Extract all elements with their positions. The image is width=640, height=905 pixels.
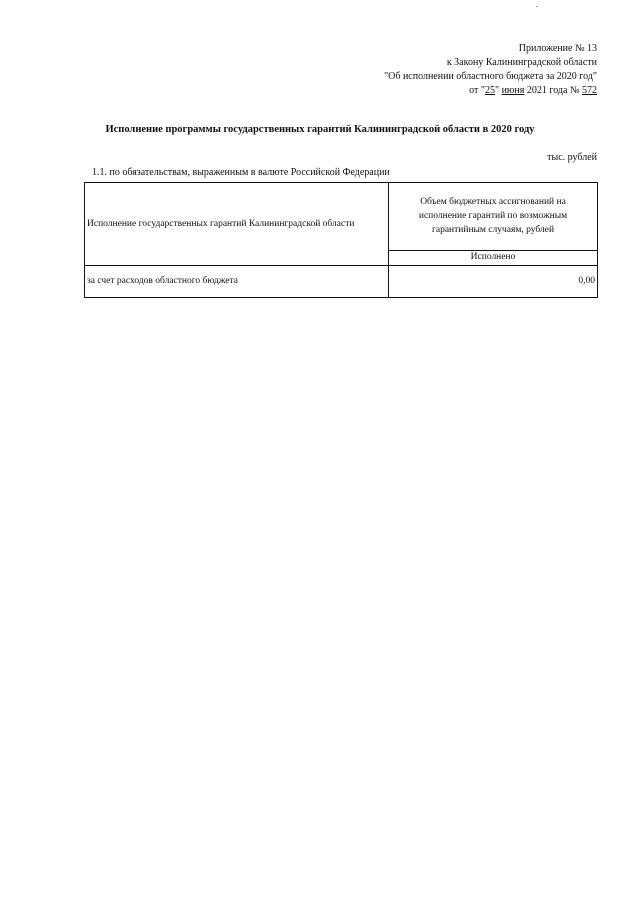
table-row-label: за счет расходов областного бюджета xyxy=(87,276,238,286)
date-day: 25 xyxy=(484,85,495,96)
law-number: 572 xyxy=(582,85,597,96)
appendix-date-line xyxy=(384,84,597,98)
table-header-right-line: гарантийным случаям, рублей xyxy=(431,225,555,235)
appendix-number: Приложение № 13 xyxy=(518,43,597,54)
scan-speck xyxy=(536,6,538,7)
appendix-law-title: "Об исполнении областного бюджета за 2020 год" xyxy=(384,71,597,82)
table-header-right-line: Объем бюджетных ассигнований на xyxy=(420,197,566,207)
subsection-heading: 1.1. по обязательствам, выраженным в валюте Российской Федерации xyxy=(92,167,390,178)
appendix-law-reference: к Закону Калининградской области xyxy=(446,57,597,68)
appendix-header xyxy=(384,42,597,98)
guarantees-table xyxy=(84,182,598,298)
table-header-right-line: исполнение гарантий по возможным xyxy=(418,211,568,221)
table-header-left-text: Исполнение государственных гарантий Калининградской области xyxy=(87,219,355,229)
table-header-left xyxy=(87,183,385,265)
date-prefix: от " xyxy=(469,85,485,96)
units-label: тыс. рублей xyxy=(547,152,597,163)
document-title: Исполнение программы государственных гарантий Калининградской области в 2020 году xyxy=(105,124,535,135)
table-header-divider xyxy=(85,265,597,266)
table-header-right xyxy=(389,195,597,237)
table-subheader-divider xyxy=(388,250,597,251)
table-row-value: 0,00 xyxy=(578,276,595,286)
date-month: июня xyxy=(501,85,525,96)
table-subheader-executed: Исполнено xyxy=(470,252,516,262)
date-mid1: " xyxy=(494,85,502,96)
date-mid2: 2021 года № xyxy=(524,85,582,96)
